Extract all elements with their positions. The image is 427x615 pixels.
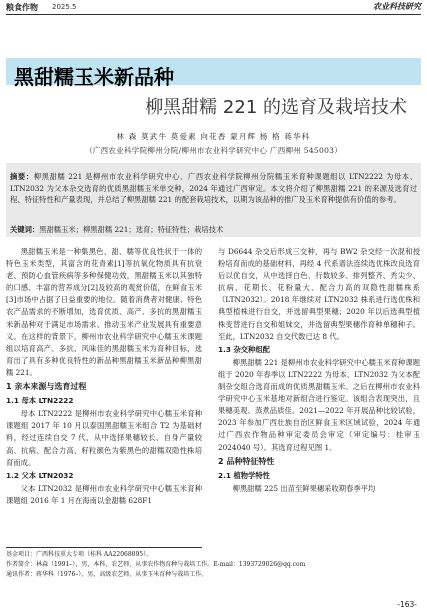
footnote-corresponding: 通讯作者：蒋华科（1976–），男，高级农艺师，从事玉米育种与栽培工作。	[6, 570, 208, 578]
page-number: -163-	[397, 600, 417, 609]
issue-number: 2025.5	[52, 3, 77, 11]
section-heading-1-3: 1.3 杂交种组配	[218, 344, 270, 354]
author-list: 林 森 莫武牛 莫爱素 向花香 蒙月辉 杨 格 蒋华科	[116, 132, 311, 141]
right-column	[218, 246, 420, 495]
paragraph-1-1: 母本 LTN2222 是柳州市农业科学研究中心糯玉米育种课题组 2017 年 10 月以泰国黑甜糯玉米组合 T2 为基础材料，经过连续自交 7 代，从中选择果穗较长、自身产量较高、抗病、配合力高、籽粒颜色为紫黑色的甜糯双隐性株培育而成。	[6, 409, 202, 467]
footnotes	[6, 550, 336, 579]
section-heading-2-1: 2.1 植物学特性	[218, 470, 270, 480]
footnote-rule	[6, 547, 202, 548]
column-name: 农业科技研究	[373, 1, 421, 11]
paragraph-1-2-cont: 与 D6644 杂交后形成三交种，再与 BW2 杂交经一次混和授粉培育而成的基础材料，再经 4 代系谱法连续选优株改良选育后以优自交，从中选择白色、行数较多、排列整齐、秃尖少、抗病、花期长、花粉量大、配合力高的双隐性甜糯株系（LTN2032）。2018 年继续对 LTN2032 株系进行选优株和典型植株进行自交，并选留典型果穗；2020 年以后选典型植株变替进行自交和姐妹交，并选留典型果穗作育种单穗种子。至此，LTN2032 自交代数已达 8 代。	[218, 247, 420, 341]
affiliation: （广西农业科学院柳州分院/柳州市农业科学研究中心 广西柳州 545003）	[84, 146, 343, 155]
footnote-funding: 基金项目：广西科技重大专项（桂科 AA22068095）。	[6, 551, 153, 558]
section-heading-2: 2 品种特征特性	[218, 456, 275, 466]
footnote-author: 作者简介：林森（1991–），男，本科，农艺师，从事农作物育种与栽培工作。E-mail：1393729026@qq.com	[6, 560, 306, 568]
abstract-label: 摘要：	[10, 172, 34, 181]
subtitle: 柳黑甜糯 221 的选育及栽培技术	[145, 97, 407, 118]
page-header	[6, 0, 421, 15]
left-column	[6, 246, 202, 507]
section-heading-1: 1 亲本来源与选育过程	[6, 382, 87, 392]
main-title: 黑甜糯玉米新品种	[14, 65, 174, 89]
section-heading-1-1: 1.1 母本 LTN2222	[6, 396, 74, 406]
keywords-label: 关键词：	[10, 225, 40, 234]
keywords-text: 黑甜糯玉米；柳黑甜糯 221；选育；特征特性；栽培技术	[39, 225, 224, 234]
intro-paragraph: 黑甜糯玉米是一种集黑色、甜、糯等优良性状于一体的特色玉米类型，其富含的花青素[1]等抗氧化物质具有抗衰老、预防心血管疾病等多种保健功效，黑甜糯玉米以其独特的口感、丰富的营养成分[2]及较高的观赏价值，在鲜食玉米[3]市场中占据了日益重要的地位。随着消费者对健康、特色农产品需求的不断增加，选育优质、高产、多抗的黑甜糯玉米新品种对于满足市场需求、推动玉米产业发展具有重要意义。在这样的背景下，柳州市农业科学研究中心糯玉米课题组以培育高产、多抗、风味佳的黑甜糯玉米为育种目标，选育出了具有多种优良特性的新品种黑甜糯玉米新品种柳黑甜糯 221。	[6, 247, 202, 377]
paragraph-2-1: 柳黑甜糯 225 出苗至鲜果穗采收期春季平均	[232, 483, 376, 493]
paragraph-1-2: 父本 LTN2032 是柳州市农业科学研究中心糯玉米育种课题组 2016 年 1 月在海南以金甜糯 628F1	[6, 483, 202, 505]
abstract	[6, 171, 421, 206]
section-heading-1-2: 1.2 父本 LTN2032	[6, 470, 74, 480]
title-band	[6, 58, 421, 89]
abstract-text: 柳黑甜糯 221 是柳州市农业科学研究中心、广西农业科学院柳州分院糯玉米育种课题组以 LTN2222 为母本、LTN2032 为父本杂交选育的优质黑甜糯玉米单交种，2024 年通过广西审定。本文将介绍了柳黑甜糯 221 的来源及选育过程、特征特性和产量表现，并总结了柳黑甜糯 221 的配套栽培技术，以期为该品种的推广及玉米育种提供有价值的参考。	[10, 172, 418, 205]
keywords	[6, 225, 421, 235]
paragraph-1-3: 柳黑甜糯 221 是柳州市农业科学研究中心糯玉米育种课题组于 2020 年春季以 LTN2222 为母本、LTN2032 为父本配制杂交组合选育而成的优质黑甜糯玉米。之后在柳州市农业科学研究中心玉米基地对新组合进行鉴定。该组合表现突出，且果穗美观、蒸煮品质佳。2021—2022 年开展品种比较试验，2023 年参加广西壮族自治区鲜食玉米区域试验，2024 年通过广西农作物品种审定委员会审定（审定编号：桂审玉 2024040 号）。其选育过程见图 1。	[218, 357, 420, 452]
journal-name: 粮食作物	[6, 3, 38, 12]
